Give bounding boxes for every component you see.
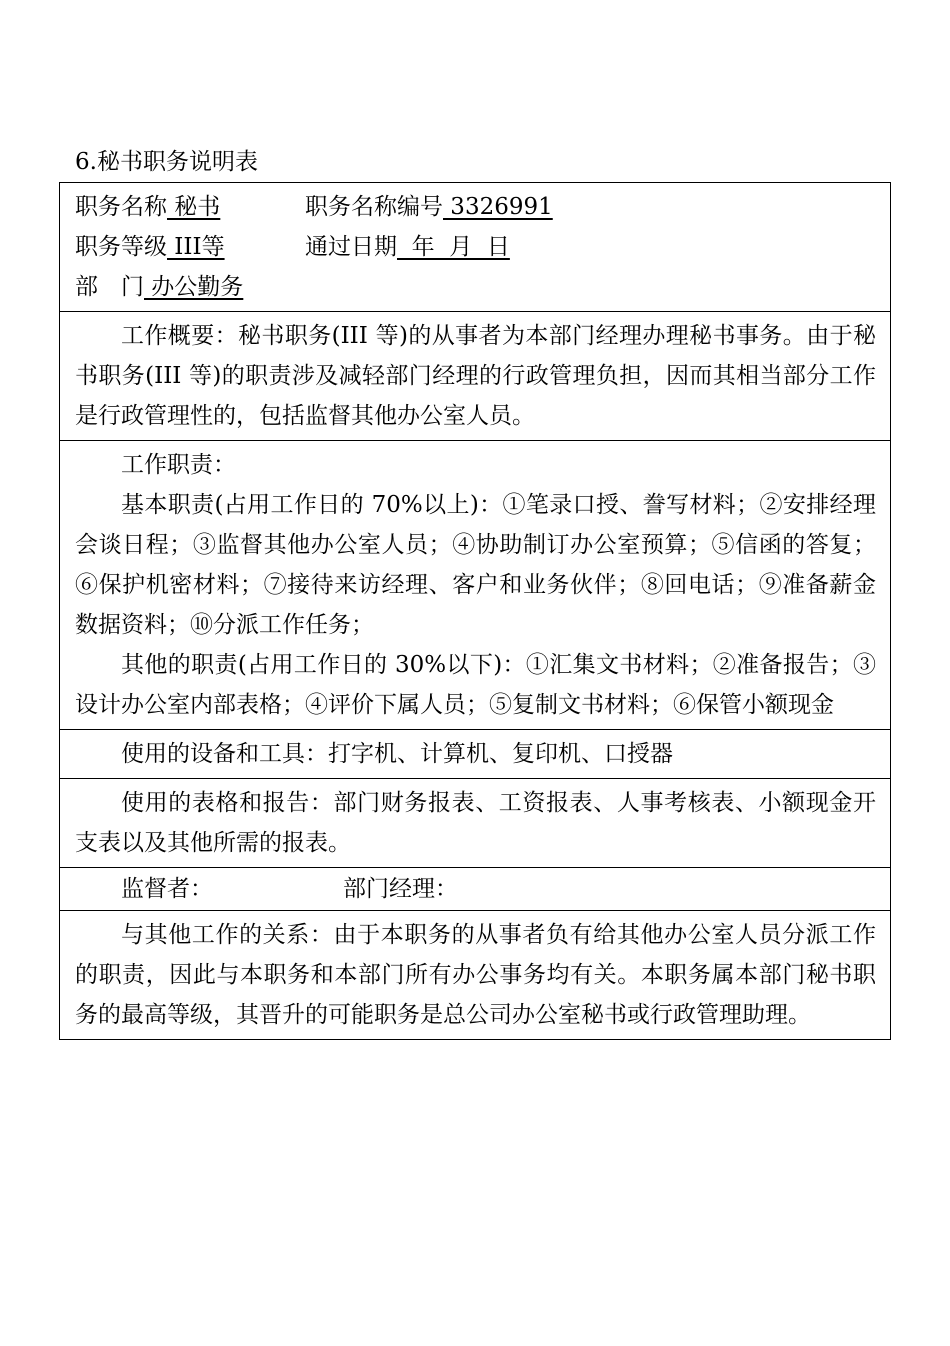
job-name-label: 职务名称 xyxy=(75,194,167,220)
forms-cell xyxy=(60,779,891,868)
header-cell xyxy=(60,183,891,312)
header-line-3 xyxy=(75,267,876,307)
department-value: 办公勤务 xyxy=(144,274,244,300)
forms-text: 使用的表格和报告：部门财务报表、工资报表、人事考核表、小额现金开支表以及其他所需的报表。 xyxy=(75,790,876,856)
department-field xyxy=(75,267,243,307)
relations-cell xyxy=(60,911,891,1040)
job-name-field xyxy=(75,187,305,227)
equipment-row xyxy=(60,730,891,779)
job-code-field xyxy=(305,187,553,227)
supervisor-label: 监督者： xyxy=(121,876,213,902)
equipment-text: 使用的设备和工具：打字机、计算机、复印机、口授器 xyxy=(121,741,673,767)
relations-text: 与其他工作的关系：由于本职务的从事者负有给其他办公室人员分派工作的职责，因此与本职务和本部门所有办公事务均有关。本职务属本部门秘书职务的最高等级，其晋升的可能职务是总公司办公室秘书或行政管理助理。 xyxy=(75,922,876,1028)
supervision-cell xyxy=(60,868,891,911)
header-row xyxy=(60,183,891,312)
summary-text: 工作概要：秘书职务(III 等)的从事者为本部门经理办理秘书事务。由于秘书职务(III 等)的职责涉及减轻部门经理的行政管理负担，因而其相当部分工作是行政管理性的，包括监督其他办公室人员。 xyxy=(75,323,876,429)
header-line-1 xyxy=(75,187,876,227)
supervision-row xyxy=(60,868,891,911)
job-code-value: 3326991 xyxy=(443,194,553,220)
duties-cell xyxy=(60,441,891,730)
other-duties-text: 其他的职责(占用工作日的 30%以下)：①汇集文书材料；②准备报告；③设计办公室内部表格；④评价下属人员；⑤复制文书材料；⑥保管小额现金 xyxy=(75,652,876,718)
summary-row xyxy=(60,312,891,441)
manager-label: 部门经理： xyxy=(343,876,458,902)
job-code-label: 职务名称编号 xyxy=(305,194,443,220)
header-line-2 xyxy=(75,227,876,267)
job-description-table xyxy=(59,182,891,1040)
job-name-value: 秘书 xyxy=(167,194,221,220)
approval-date-value: 年 月 日 xyxy=(397,234,510,260)
equipment-cell xyxy=(60,730,891,779)
duties-row xyxy=(60,441,891,730)
relations-row xyxy=(60,911,891,1040)
document-title: 6.秘书职务说明表 xyxy=(75,149,258,175)
job-grade-value: III等 xyxy=(167,234,225,260)
basic-duties-text: 基本职责(占用工作日的 70%以上)：①笔录口授、誊写材料；②安排经理会谈日程；③监督其他办公室人员；④协助制订办公室预算；⑤信函的答复；⑥保护机密材料；⑦接待来访经理、客户和业务伙伴；⑧回电话；⑨准备薪金数据资料；⑩分派工作任务； xyxy=(75,492,876,638)
duties-heading: 工作职责： xyxy=(121,452,236,478)
department-label: 部 门 xyxy=(75,274,144,300)
supervisor-blank xyxy=(213,872,343,906)
job-grade-field xyxy=(75,227,305,267)
summary-cell xyxy=(60,312,891,441)
job-grade-label: 职务等级 xyxy=(75,234,167,260)
forms-row xyxy=(60,779,891,868)
supervision-line xyxy=(75,872,876,906)
approval-date-field xyxy=(305,227,510,267)
approval-date-label: 通过日期 xyxy=(305,234,397,260)
